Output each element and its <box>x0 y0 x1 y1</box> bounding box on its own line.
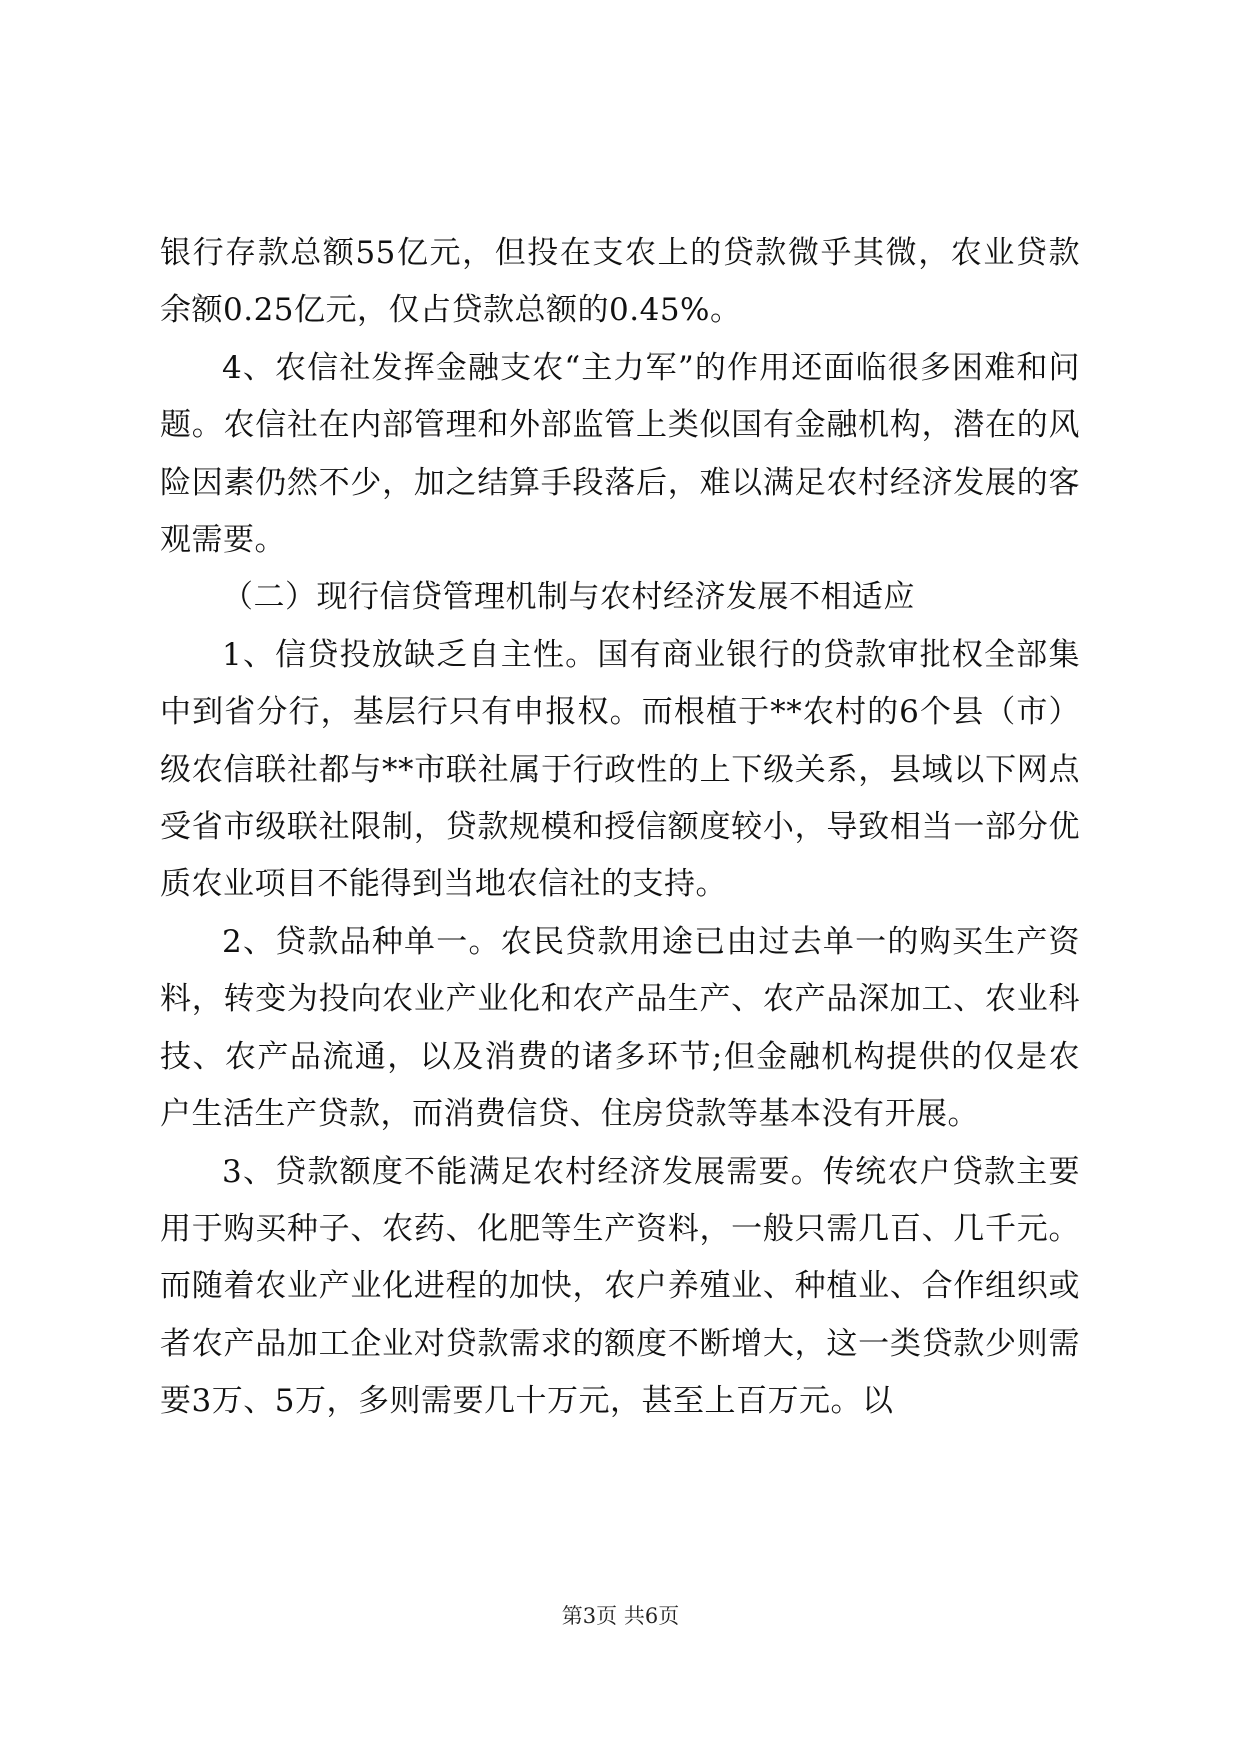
paragraph-item-4: 4、农信社发挥金融支农“主力军”的作用还面临很多困难和问题。农信社在内部管理和外部监管上类似国有金融机构，潜在的风险因素仍然不少，加之结算手段落后，难以满足农村经济发展的客观需要。 <box>160 349 1080 559</box>
document-body <box>160 225 1080 1431</box>
paragraph-item-3: 3、贷款额度不能满足农村经济发展需要。传统农户贷款主要用于购买种子、农药、化肥等生产资料，一般只需几百、几千元。而随着农业产业化进程的加快，农户养殖业、种植业、合作组织或者农产品加工企业对贷款需求的额度不断增大，这一类贷款少则需要3万、5万，多则需要几十万元，甚至上百万元。以 <box>160 1153 1080 1420</box>
paragraph-continuation: 银行存款总额55亿元，但投在支农上的贷款微乎其微，农业贷款余额0.25亿元，仅占贷款总额的0.45%。 <box>160 235 1080 329</box>
page-number-footer: 第3页 共6页 <box>561 1604 680 1628</box>
paragraph-item-2: 2、贷款品种单一。农民贷款用途已由过去单一的购买生产资料，转变为投向农业产业化和农产品生产、农产品深加工、农业科技、农产品流通，以及消费的诸多环节;但金融机构提供的仅是农户生活生产贷款，而消费信贷、住房贷款等基本没有开展。 <box>160 923 1080 1133</box>
section-heading: （二）现行信贷管理机制与农村经济发展不相适应 <box>222 579 915 616</box>
paragraph-item-1: 1、信贷投放缺乏自主性。国有商业银行的贷款审批权全部集中到省分行，基层行只有申报权。而根植于**农村的6个县（市）级农信联社都与**市联社属于行政性的上下级关系，县域以下网点受省市级联社限制，贷款规模和授信额度较小，导致相当一部分优质农业项目不能得到当地农信社的支持。 <box>160 636 1080 903</box>
